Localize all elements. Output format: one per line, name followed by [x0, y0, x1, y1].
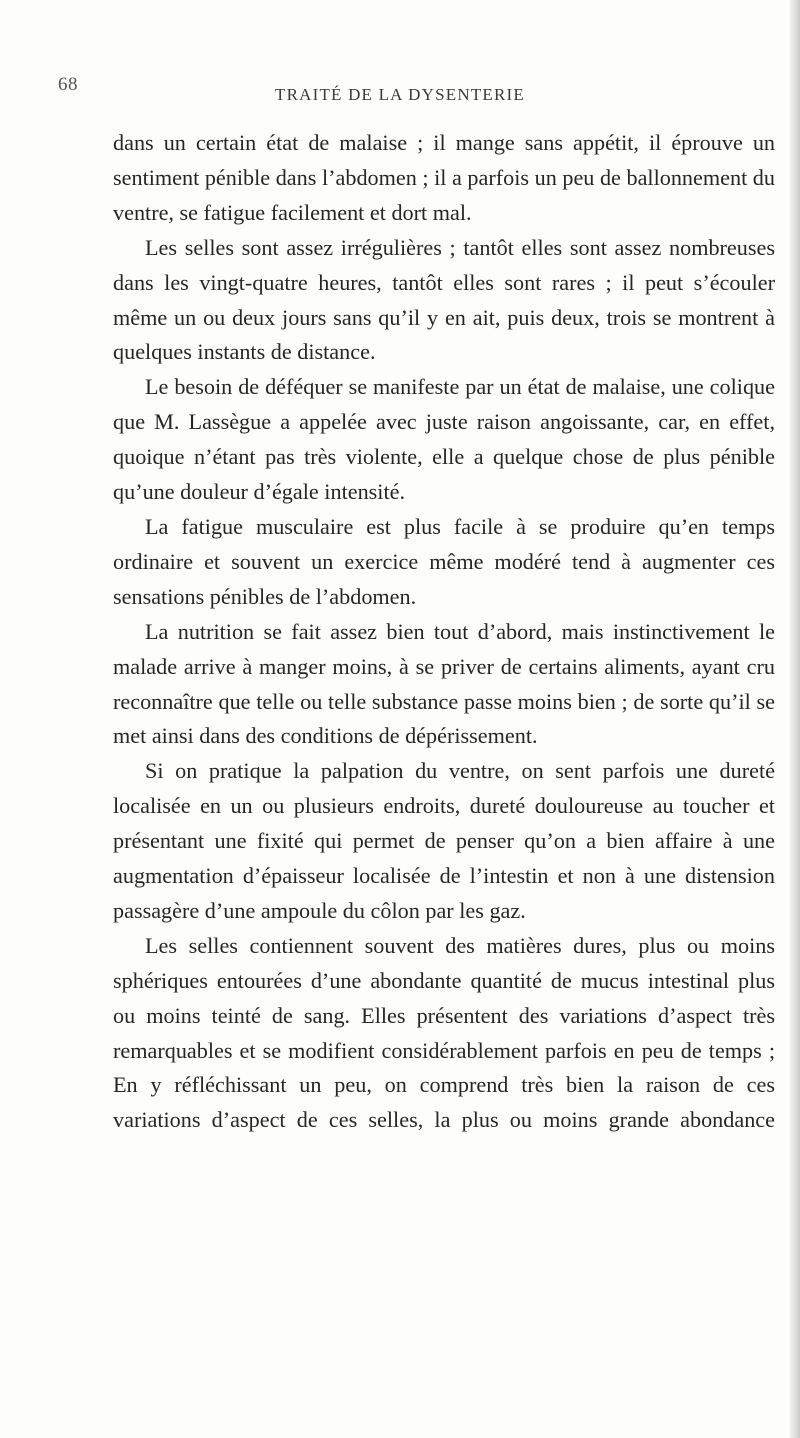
paragraph-continues: Les selles contiennent souvent des matières dures, plus ou moins sphériques entourées d’une abondante quantité de mucus intestinal plus ou moins teinté de sang. Elles présentent des variations d’aspect très remarquables et se modifient considérablement parfois en peu de temps ; En y réfléchissant un peu, on comprend très bien la raison de ces variations d’aspect de ces selles, la plus ou moins grande abondance [113, 932, 775, 1133]
body-text [113, 126, 775, 1138]
paragraph: Les selles sont assez irrégulières ; tantôt elles sont assez nombreuses dans les vingt-quatre heures, tantôt elles sont rares ; il peut s’écouler même un ou deux jours sans qu’il y en ait, puis deux, trois se montrent à quelques instants de distance. [113, 234, 775, 365]
paragraph: La fatigue musculaire est plus facile à se produire qu’en temps ordinaire et souvent un exercice même modéré tend à augmenter ces sensations pénibles de l’abdomen. [113, 513, 775, 609]
paragraph: Le besoin de déféquer se manifeste par un état de malaise, une colique que M. Lassègue a appelée avec juste raison angoissante, car, en effet, quoique n’étant pas très violente, elle a quelque chose de plus pénible qu’une douleur d’égale intensité. [113, 374, 775, 505]
page-edge-shadow [790, 0, 800, 1438]
paragraph-continued: dans un certain état de malaise ; il mange sans appétit, il éprouve un sentiment pénible dans l’abdomen ; il a parfois un peu de ballonnement du ventre, se fatigue facilement et dort mal. [113, 130, 775, 225]
running-head: TRAITÉ DE LA DYSENTERIE [275, 85, 525, 104]
paragraph: Si on pratique la palpation du ventre, on sent parfois une dureté localisée en un ou plusieurs endroits, dureté douloureuse au toucher et présentant une fixité qui permet de penser qu’on a bien affaire à une augmentation d’épaisseur localisée de l’intestin et non à une distension passagère d’une ampoule du côlon par les gaz. [113, 758, 775, 923]
paragraph: La nutrition se fait assez bien tout d’abord, mais instinctivement le malade arrive à manger moins, à se priver de certains aliments, ayant cru reconnaître que telle ou telle substance passe moins bien ; de sorte qu’il se met ainsi dans des conditions de dépérissement. [113, 618, 775, 749]
page-number: 68 [58, 74, 78, 95]
